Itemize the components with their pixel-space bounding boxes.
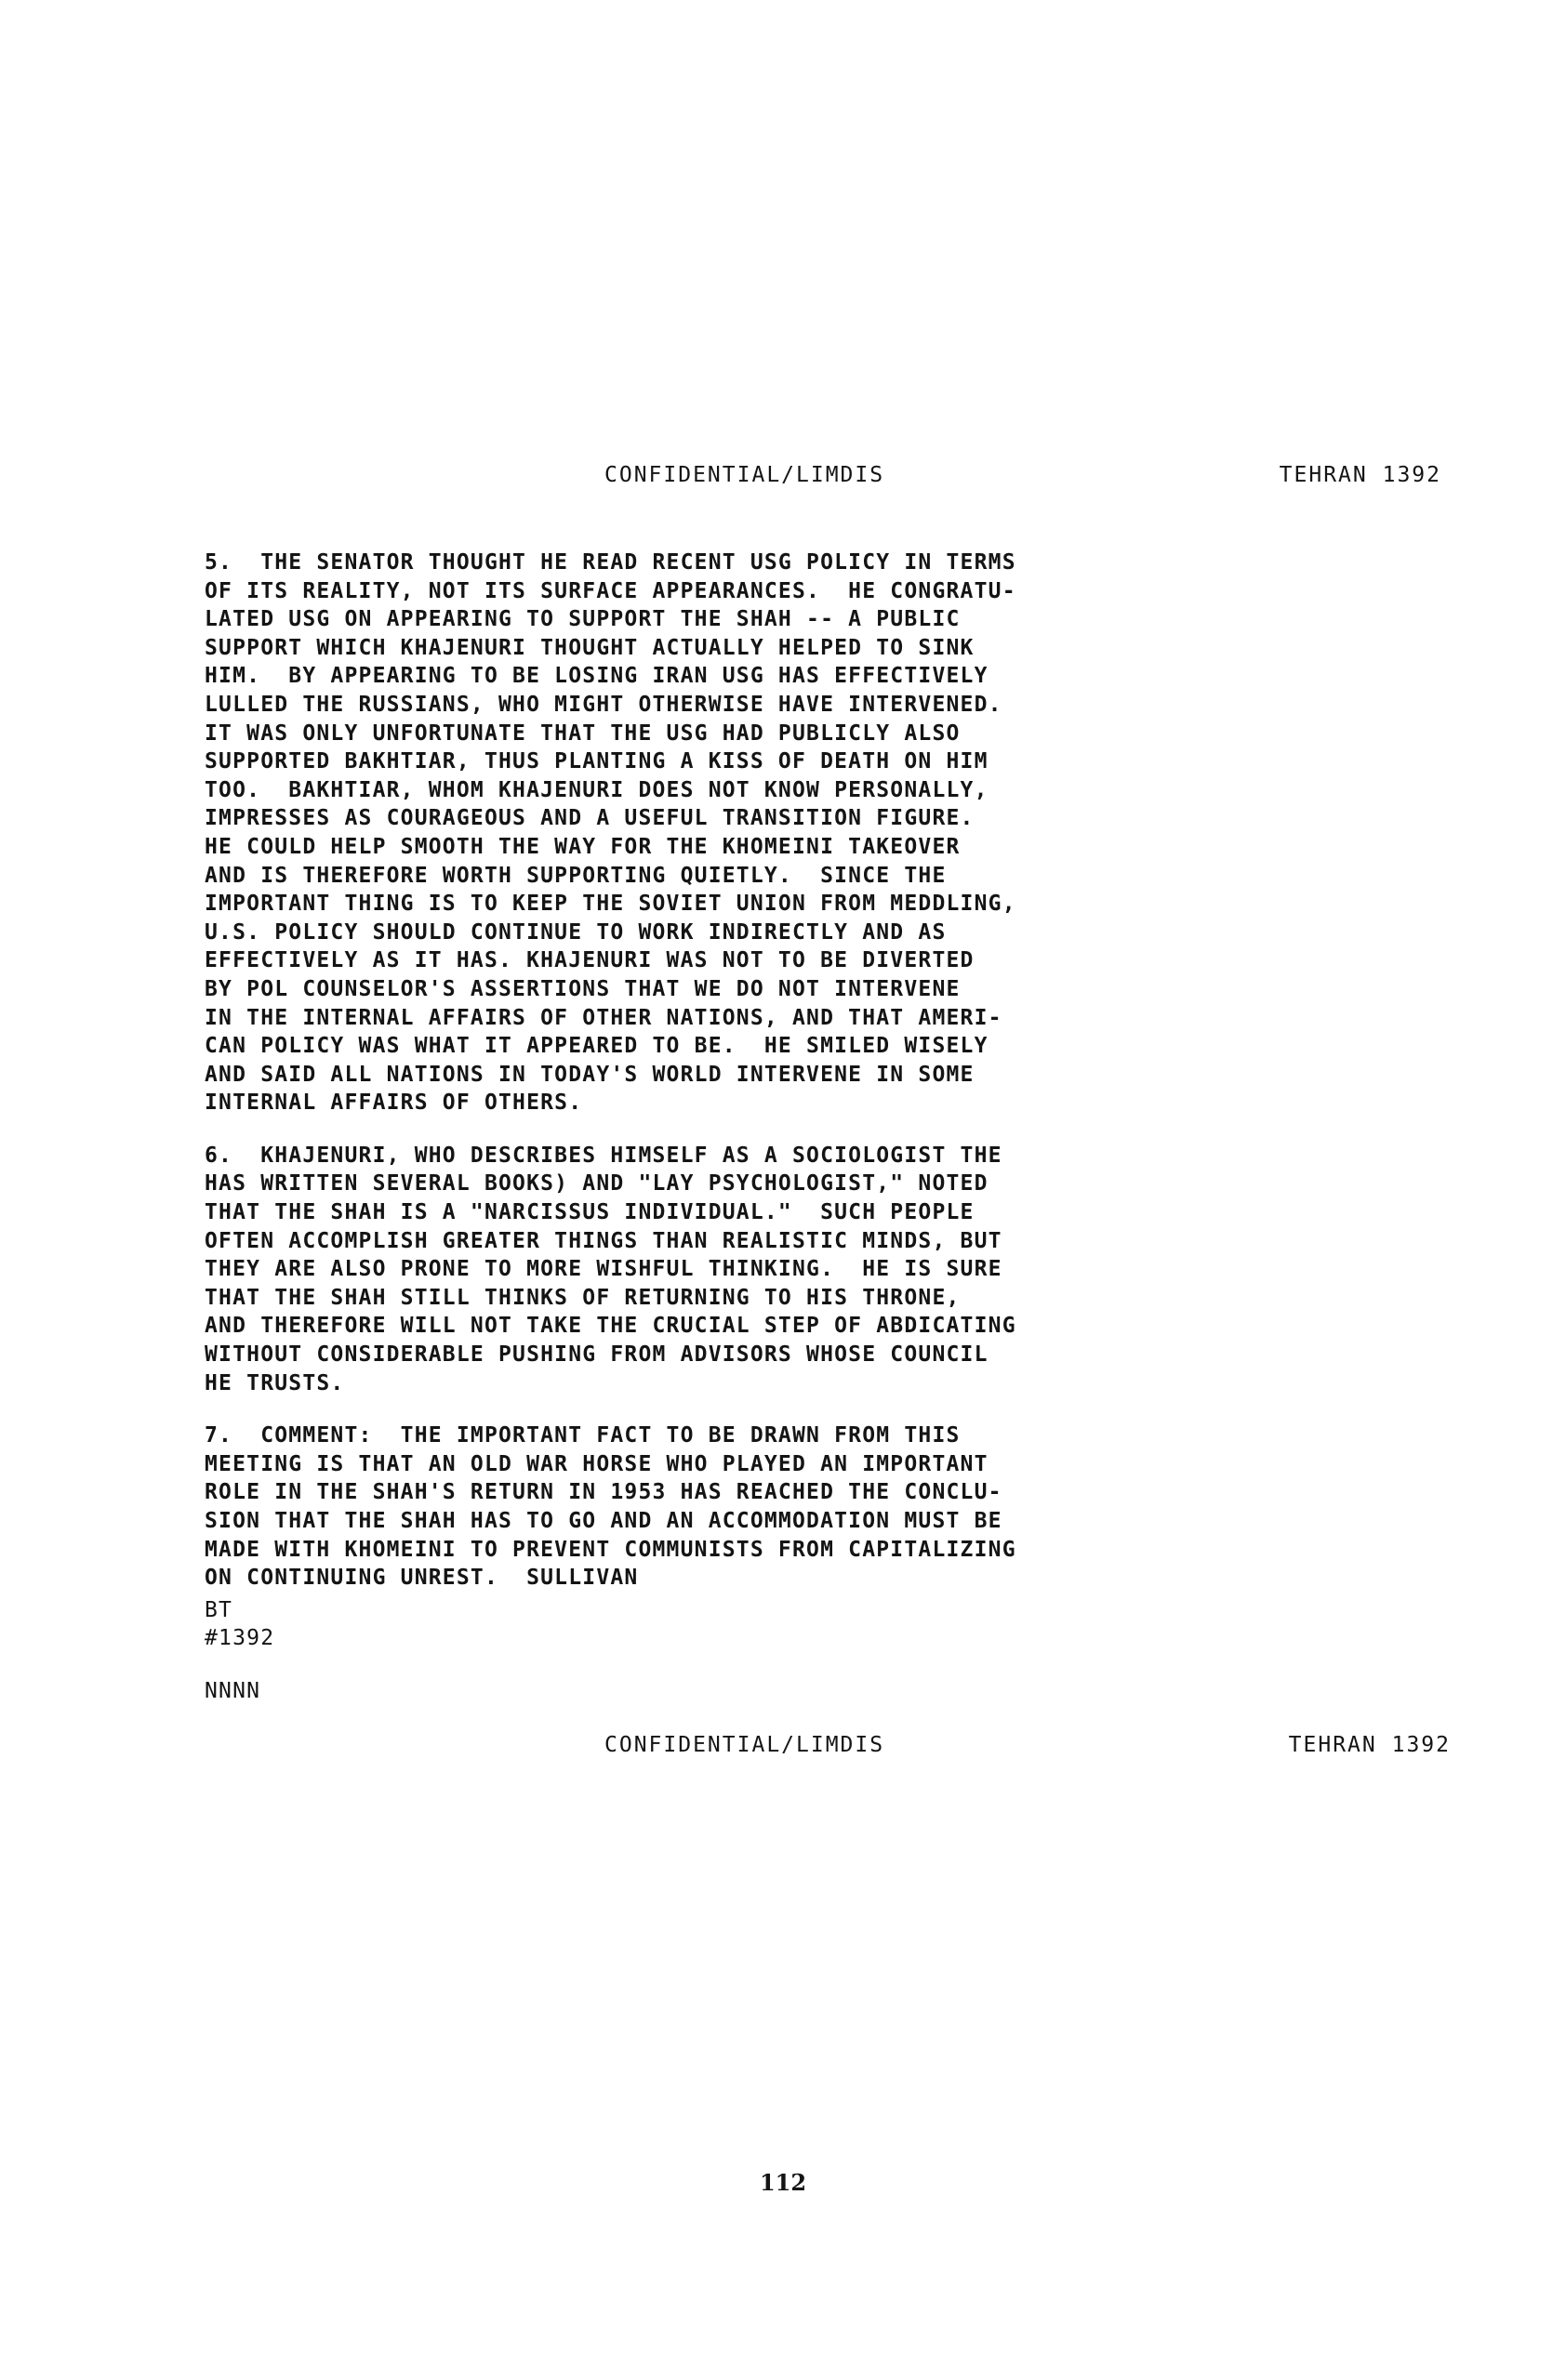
- cable-body: [205, 549, 1255, 1730]
- page-number: 112: [759, 2169, 807, 2196]
- text-line: IMPORTANT THING IS TO KEEP THE SOVIET UNION FROM MEDDLING,: [205, 892, 1016, 917]
- text-line: WITHOUT CONSIDERABLE PUSHING FROM ADVISORS WHOSE COUNCIL: [205, 1342, 989, 1368]
- end-of-message: [205, 1677, 1255, 1706]
- text-line: HE TRUSTS.: [205, 1370, 345, 1395]
- text-line: THAT THE SHAH STILL THINKS OF RETURNING TO HIS THRONE,: [205, 1285, 961, 1310]
- text-line: U.S. POLICY SHOULD CONTINUE TO WORK INDIRECTLY AND AS: [205, 919, 947, 945]
- page-header: [604, 463, 1441, 495]
- text-line: AND SAID ALL NATIONS IN TODAY'S WORLD INTERVENE IN SOME: [205, 1062, 975, 1087]
- text-line: BY POL COUNSELOR'S ASSERTIONS THAT WE DO NOT INTERVENE: [205, 976, 961, 1001]
- text-line: HIM. BY APPEARING TO BE LOSING IRAN USG HAS EFFECTIVELY: [205, 664, 989, 689]
- paragraph-6: [205, 1142, 1255, 1397]
- paragraph-5: [205, 549, 1255, 1117]
- text-line: LATED USG ON APPEARING TO SUPPORT THE SHAH -- A PUBLIC: [205, 607, 961, 632]
- text-line: INTERNAL AFFAIRS OF OTHERS.: [205, 1091, 583, 1116]
- end-marker: NNNN: [205, 1678, 261, 1703]
- header-cable-reference: TEHRAN 1392: [1279, 463, 1441, 487]
- text-line: EFFECTIVELY AS IT HAS. KHAJENURI WAS NOT TO BE DIVERTED: [205, 948, 975, 973]
- text-line: OF ITS REALITY, NOT ITS SURFACE APPEARANCES. HE CONGRATU-: [205, 578, 1016, 603]
- text-line: MEETING IS THAT AN OLD WAR HORSE WHO PLAYED AN IMPORTANT: [205, 1451, 989, 1476]
- text-line: THAT THE SHAH IS A "NARCISSUS INDIVIDUAL." SUCH PEOPLE: [205, 1200, 975, 1225]
- text-line: SUPPORTED BAKHTIAR, THUS PLANTING A KISS OF DEATH ON HIM: [205, 749, 989, 774]
- text-line: MADE WITH KHOMEINI TO PREVENT COMMUNISTS FROM CAPITALIZING: [205, 1537, 1016, 1562]
- break-marker: BT: [205, 1597, 233, 1622]
- header-classification: CONFIDENTIAL/LIMDIS: [604, 463, 885, 487]
- text-line: IN THE INTERNAL AFFAIRS OF OTHER NATIONS, AND THAT AMERI-: [205, 1005, 1002, 1030]
- text-line: 5. THE SENATOR THOUGHT HE READ RECENT USG POLICY IN TERMS: [205, 550, 1016, 575]
- text-line: AND THEREFORE WILL NOT TAKE THE CRUCIAL STEP OF ABDICATING: [205, 1314, 1016, 1339]
- text-line: TOO. BAKHTIAR, WHOM KHAJENURI DOES NOT KNOW PERSONALLY,: [205, 777, 989, 802]
- text-line: ROLE IN THE SHAH'S RETURN IN 1953 HAS REACHED THE CONCLU-: [205, 1480, 1002, 1505]
- text-line: HAS WRITTEN SEVERAL BOOKS) AND "LAY PSYCHOLOGIST," NOTED: [205, 1171, 989, 1197]
- text-line: ON CONTINUING UNREST. SULLIVAN: [205, 1566, 639, 1591]
- text-line: IT WAS ONLY UNFORTUNATE THAT THE USG HAD PUBLICLY ALSO: [205, 721, 961, 746]
- page-footer: [604, 1733, 1451, 1765]
- text-line: THEY ARE ALSO PRONE TO MORE WISHFUL THINKING. HE IS SURE: [205, 1257, 1002, 1282]
- text-line: LULLED THE RUSSIANS, WHO MIGHT OTHERWISE HAVE INTERVENED.: [205, 692, 1002, 717]
- message-trailer: [205, 1596, 1255, 1653]
- text-line: HE COULD HELP SMOOTH THE WAY FOR THE KHOMEINI TAKEOVER: [205, 834, 961, 859]
- text-line: IMPRESSES AS COURAGEOUS AND A USEFUL TRANSITION FIGURE.: [205, 806, 975, 831]
- paragraph-7-comment: [205, 1421, 1255, 1593]
- text-line: CAN POLICY WAS WHAT IT APPEARED TO BE. HE SMILED WISELY: [205, 1034, 989, 1059]
- footer-cable-reference: TEHRAN 1392: [1288, 1733, 1451, 1757]
- footer-classification: CONFIDENTIAL/LIMDIS: [604, 1733, 885, 1757]
- text-line: SUPPORT WHICH KHAJENURI THOUGHT ACTUALLY HELPED TO SINK: [205, 635, 975, 660]
- text-line: OFTEN ACCOMPLISH GREATER THINGS THAN REALISTIC MINDS, BUT: [205, 1228, 1002, 1253]
- text-line: AND IS THEREFORE WORTH SUPPORTING QUIETLY. SINCE THE: [205, 863, 947, 888]
- text-line: 6. KHAJENURI, WHO DESCRIBES HIMSELF AS A SOCIOLOGIST THE: [205, 1143, 1002, 1168]
- text-line: SION THAT THE SHAH HAS TO GO AND AN ACCOMMODATION MUST BE: [205, 1509, 1002, 1533]
- message-number: #1392: [205, 1626, 275, 1651]
- text-line: 7. COMMENT: THE IMPORTANT FACT TO BE DRAWN FROM THIS: [205, 1423, 961, 1448]
